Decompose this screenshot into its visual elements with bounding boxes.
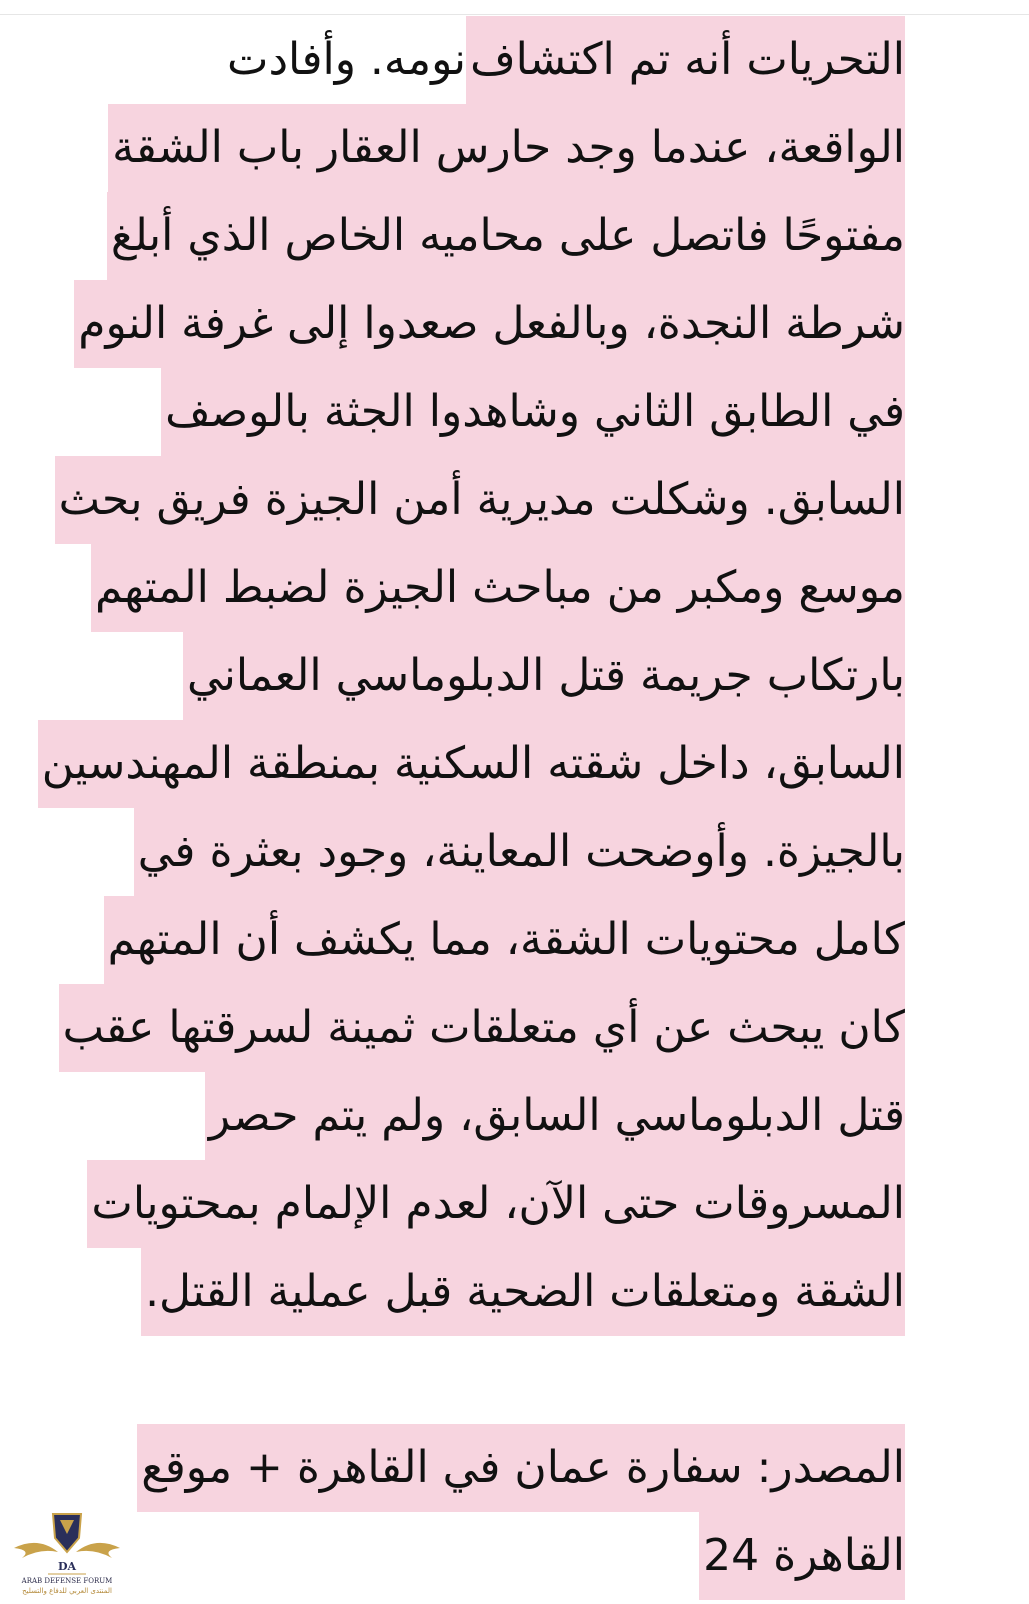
highlighted-text: كان يبحث عن أي متعلقات ثمينة لسرقتها عقب [59, 984, 905, 1072]
highlighted-text: في الطابق الثاني وشاهدوا الجثة بالوصف [161, 368, 905, 456]
text-line-14 [25, 1160, 905, 1248]
top-divider [0, 14, 1029, 15]
highlighted-text: شرطة النجدة، وبالفعل صعدوا إلى غرفة النوم [74, 280, 905, 368]
source-text: المصدر: سفارة عمان في القاهرة + موقع [137, 1424, 905, 1512]
highlighted-text: بالجيزة. وأوضحت المعاينة، وجود بعثرة في [134, 808, 905, 896]
logo-name-ar: المنتدى العربي للدفاع والتسليح [22, 1587, 112, 1595]
highlighted-text: الواقعة، عندما وجد حارس العقار باب الشقة [108, 104, 905, 192]
forum-watermark-logo [8, 1508, 126, 1600]
highlighted-text: كامل محتويات الشقة، مما يكشف أن المتهم [104, 896, 905, 984]
text-line-12 [25, 984, 905, 1072]
left-wing-icon [14, 1543, 58, 1558]
highlighted-text: المسروقات حتى الآن، لعدم الإلمام بمحتويات [87, 1160, 905, 1248]
text-line-2 [25, 104, 905, 192]
highlighted-text: موسع ومكبر من مباحث الجيزة لضبط المتهم [91, 544, 905, 632]
text-line-10 [25, 808, 905, 896]
text-line-7 [25, 544, 905, 632]
source-line-1 [25, 1424, 905, 1512]
highlighted-text: الشقة ومتعلقات الضحية قبل عملية القتل. [141, 1248, 905, 1336]
right-wing-icon [76, 1543, 120, 1558]
article-body [25, 16, 905, 1600]
text-line-11 [25, 896, 905, 984]
source-line-2 [25, 1512, 905, 1600]
text-line-13 [25, 1072, 905, 1160]
highlighted-text: مفتوحًا فاتصل على محاميه الخاص الذي أبلغ [107, 192, 905, 280]
paragraph-gap [25, 1336, 905, 1424]
text-line-5 [25, 368, 905, 456]
logo-name-en: ARAB DEFENSE FORUM [21, 1577, 113, 1585]
highlighted-text: السابق، داخل شقته السكنية بمنطقة المهندسين [38, 720, 905, 808]
source-text: القاهرة 24 [699, 1512, 905, 1600]
text-line-1 [25, 16, 905, 104]
highlighted-text: بارتكاب جريمة قتل الدبلوماسي العماني [183, 632, 905, 720]
highlighted-text: السابق. وشكلت مديرية أمن الجيزة فريق بحث [55, 456, 905, 544]
text-line-8 [25, 632, 905, 720]
plain-text: نومه. وأفادت [227, 34, 467, 85]
text-line-4 [25, 280, 905, 368]
highlighted-text: التحريات أنه تم اكتشاف [466, 16, 905, 104]
text-line-3 [25, 192, 905, 280]
logo-monogram: DA [57, 1560, 77, 1573]
text-line-6 [25, 456, 905, 544]
highlighted-text: قتل الدبلوماسي السابق، ولم يتم حصر [205, 1072, 905, 1160]
text-line-15 [25, 1248, 905, 1336]
text-line-9 [25, 720, 905, 808]
